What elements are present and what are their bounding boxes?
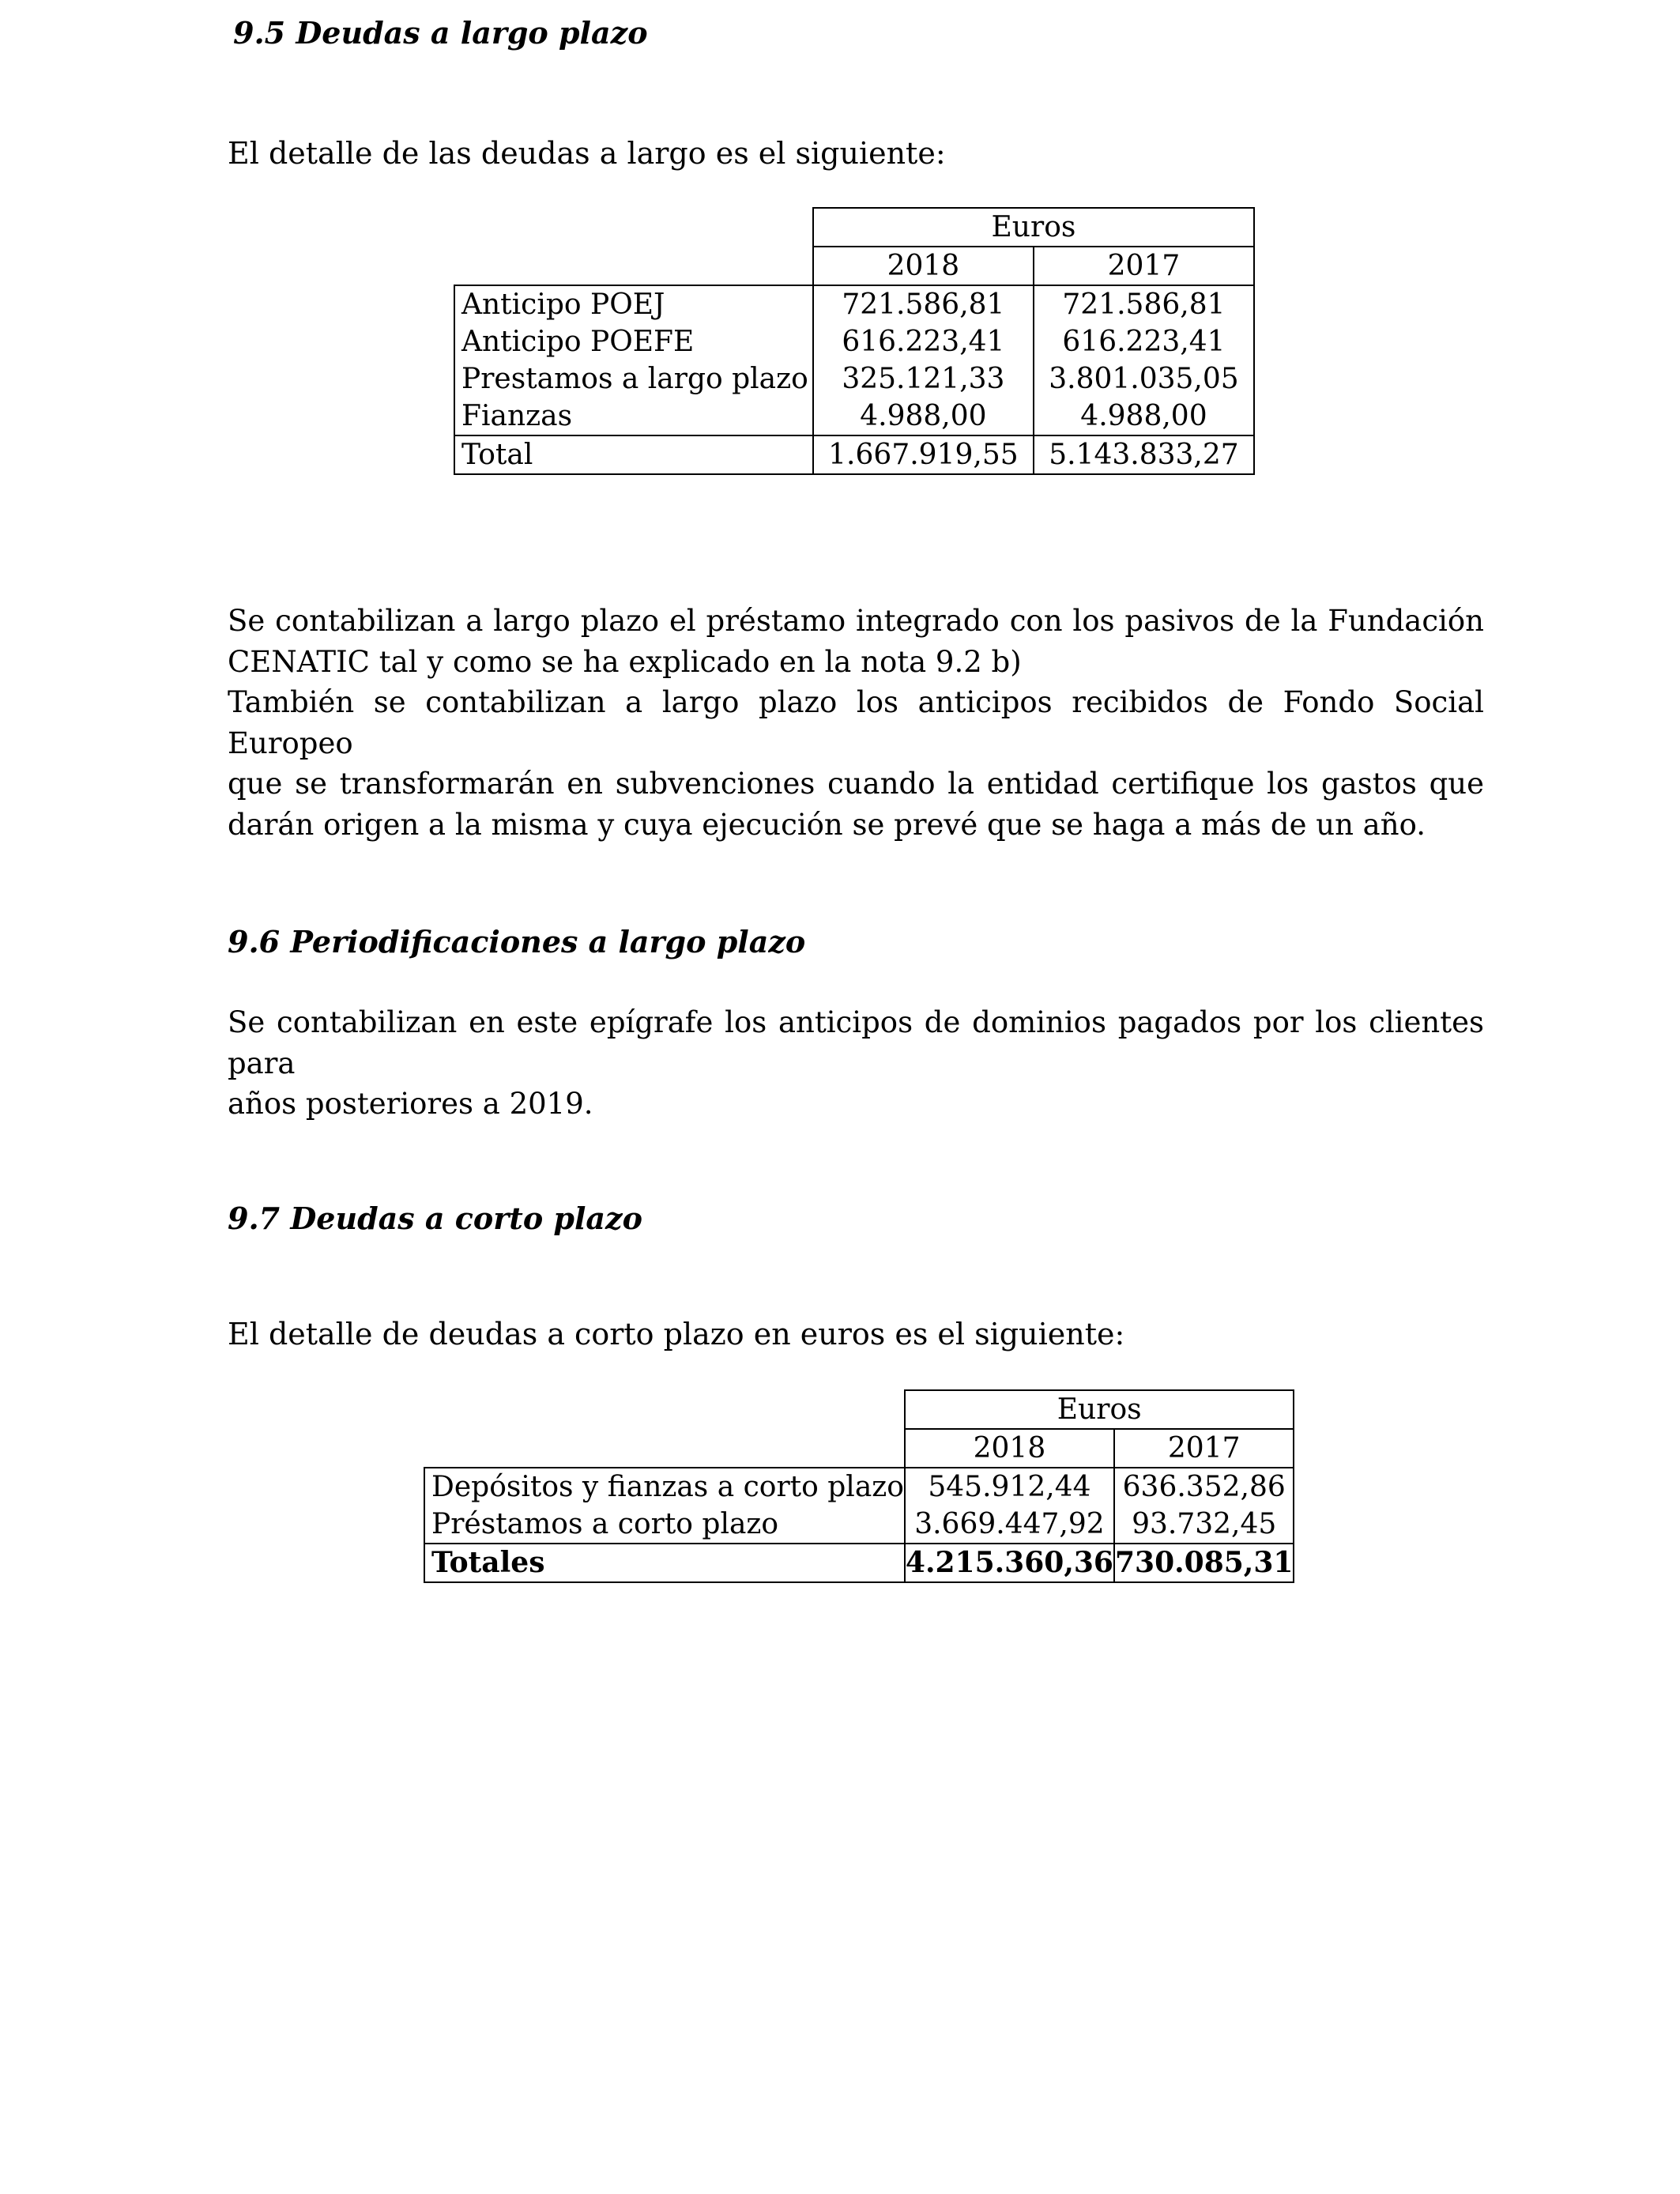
paragraph-line: También se contabilizan a largo plazo los anticipos recibidos de Fondo Social Europeo <box>228 685 1484 760</box>
row-value-2017: 636.352,86 <box>1114 1468 1294 1506</box>
table-year-row <box>454 247 1254 285</box>
row-value-2018: 3.669.447,92 <box>905 1506 1114 1544</box>
section-97-intro: El detalle de deudas a corto plazo en euros es el siguiente: <box>228 1317 1125 1351</box>
table-year-row <box>424 1429 1294 1468</box>
table-row <box>424 1468 1294 1506</box>
table-row <box>424 1506 1294 1544</box>
year-header-2018: 2018 <box>905 1429 1114 1468</box>
table-row <box>454 285 1254 323</box>
year-header-2018: 2018 <box>813 247 1034 285</box>
table-total-row <box>424 1544 1294 1582</box>
row-label: Anticipo POEFE <box>454 323 813 360</box>
year-header-2017: 2017 <box>1114 1429 1294 1468</box>
table-row <box>454 360 1254 398</box>
table-header-row <box>424 1390 1294 1429</box>
section-96-title: 9.6 Periodificaciones a largo plazo <box>228 924 806 959</box>
paragraph-line: darán origen a la misma y cuya ejecución se prevé que se haga a más de un año. <box>228 807 1426 842</box>
row-label: Fianzas <box>454 398 813 435</box>
table-row <box>454 323 1254 360</box>
row-value-2018: 721.586,81 <box>813 285 1034 323</box>
row-value-2017: 4.988,00 <box>1034 398 1254 435</box>
unit-header: Euros <box>813 208 1254 247</box>
total-value-2017: 730.085,31 <box>1114 1544 1294 1582</box>
section-97-title: 9.7 Deudas a corto plazo <box>228 1201 642 1236</box>
row-value-2017: 616.223,41 <box>1034 323 1254 360</box>
paragraph-line: Se contabilizan a largo plazo el préstamo integrado con los pasivos de la Fundación <box>228 604 1484 638</box>
paragraph-line: Se contabilizan en este epígrafe los anticipos de dominios pagados por los clientes para <box>228 1005 1484 1080</box>
row-label: Depósitos y fianzas a corto plazo <box>424 1468 905 1506</box>
section-95-intro: El detalle de las deudas a largo es el siguiente: <box>228 136 946 171</box>
total-value-2018: 1.667.919,55 <box>813 435 1034 474</box>
row-value-2018: 545.912,44 <box>905 1468 1114 1506</box>
row-label: Anticipo POEJ <box>454 285 813 323</box>
paragraph-line: CENATIC tal y como se ha explicado en la nota 9.2 b) <box>228 644 1022 679</box>
year-header-2017: 2017 <box>1034 247 1254 285</box>
total-value-2017: 5.143.833,27 <box>1034 435 1254 474</box>
row-label: Préstamos a corto plazo <box>424 1506 905 1544</box>
row-value-2018: 616.223,41 <box>813 323 1034 360</box>
row-value-2017: 721.586,81 <box>1034 285 1254 323</box>
table-total-row <box>454 435 1254 474</box>
total-value-2018: 4.215.360,36 <box>905 1544 1114 1582</box>
row-label: Prestamos a largo plazo <box>454 360 813 398</box>
table-row <box>454 398 1254 435</box>
long-term-debt-table <box>454 207 1255 475</box>
row-value-2017: 3.801.035,05 <box>1034 360 1254 398</box>
row-value-2018: 4.988,00 <box>813 398 1034 435</box>
short-term-debt-table <box>424 1389 1294 1583</box>
section-95-paragraph <box>228 601 1484 845</box>
paragraph-line: que se transformarán en subvenciones cuando la entidad certifique los gastos que <box>228 767 1484 801</box>
paragraph-line: años posteriores a 2019. <box>228 1087 593 1121</box>
table-header-row <box>454 208 1254 247</box>
unit-header: Euros <box>905 1390 1294 1429</box>
row-value-2018: 325.121,33 <box>813 360 1034 398</box>
section-95-title: 9.5 Deudas a largo plazo <box>233 15 648 51</box>
section-96-paragraph <box>228 1002 1484 1125</box>
row-value-2017: 93.732,45 <box>1114 1506 1294 1544</box>
total-label: Totales <box>424 1544 905 1582</box>
total-label: Total <box>454 435 813 474</box>
